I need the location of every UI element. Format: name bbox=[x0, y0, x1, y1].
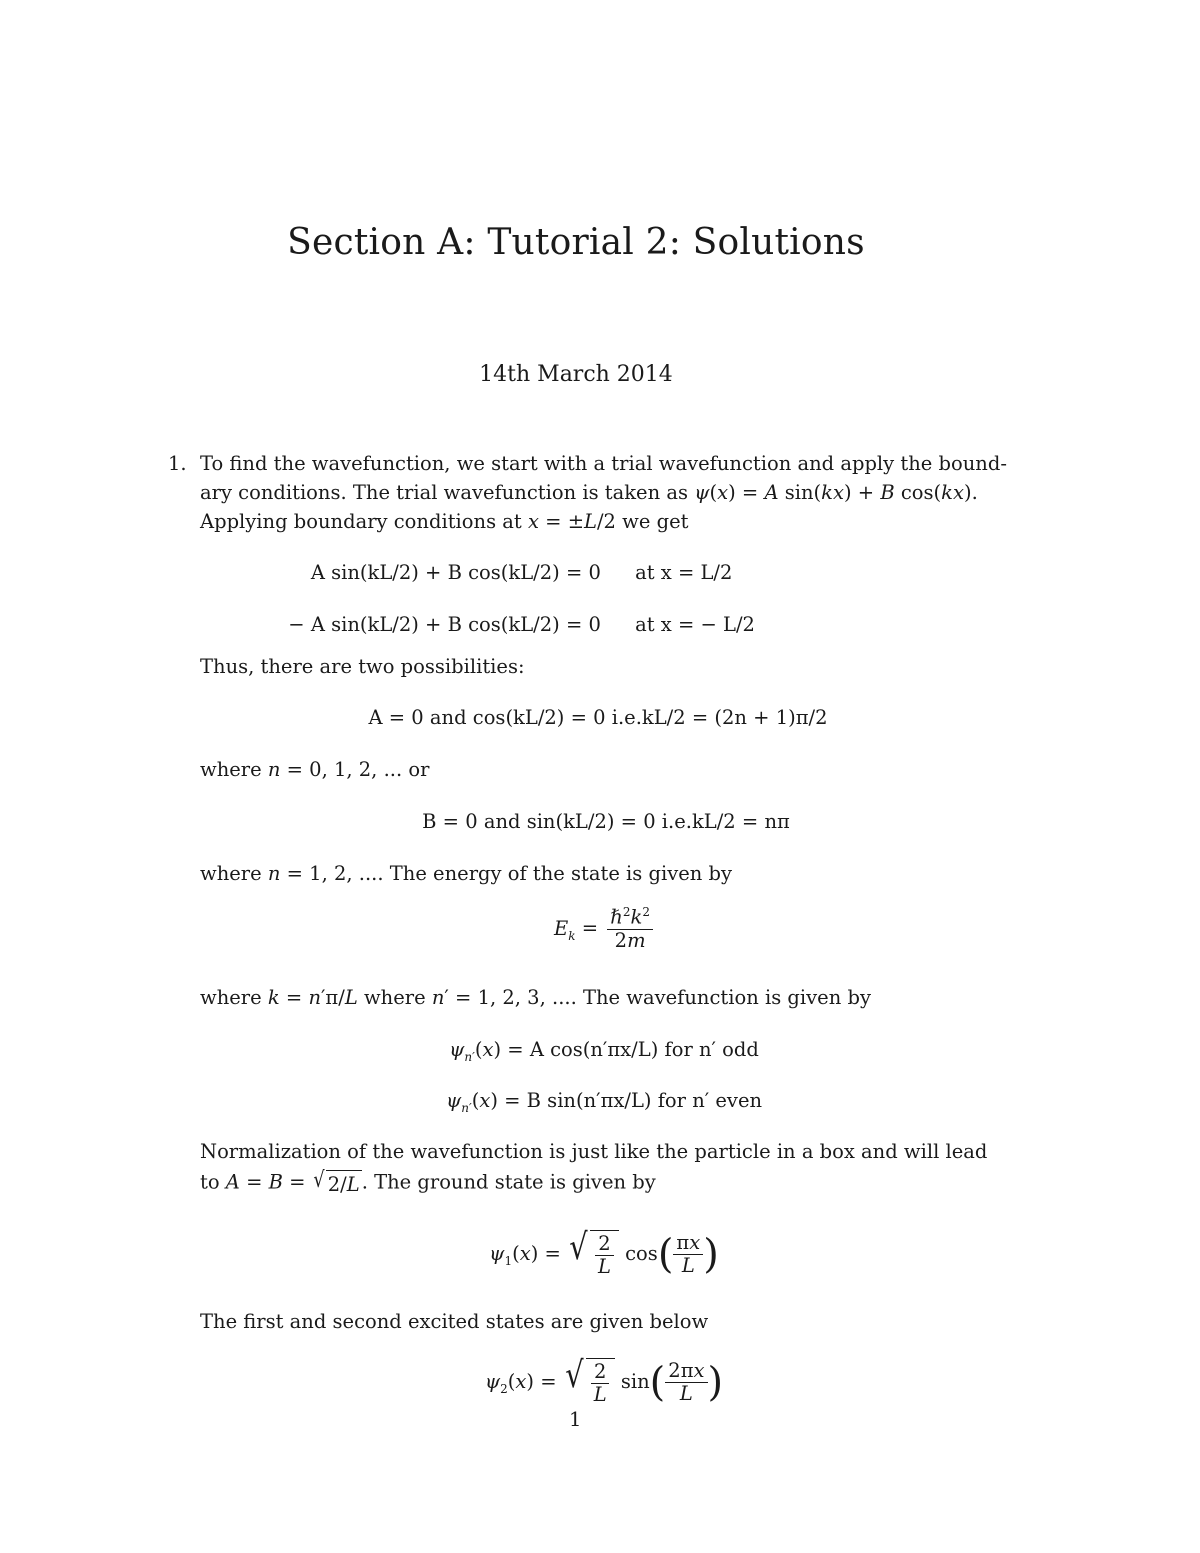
document-title: Section A: Tutorial 2: Solutions bbox=[287, 222, 865, 263]
paragraph-line bbox=[200, 481, 1020, 504]
text-span: Applying boundary conditions at bbox=[200, 510, 528, 533]
text-span: ary conditions. The trial wavefunction is taken as bbox=[200, 481, 695, 504]
paragraph-line: To find the wavefunction, we start with a trial wavefunction and apply the bound- bbox=[200, 452, 1007, 475]
equation-2 bbox=[0, 613, 1138, 636]
equation-1 bbox=[0, 561, 1138, 584]
item-number: 1. bbox=[168, 452, 187, 475]
paragraph-line bbox=[200, 510, 1020, 533]
paragraph-line: where k = n′π/L where n′ = 1, 2, 3, .... The wavefunction is given by bbox=[200, 986, 871, 1009]
psi-odd-equation: $\psi_{n'}(x) = A$ cos(n′πx/L) for n′ odd bbox=[449, 1038, 759, 1064]
equation-lhs: − A sin(kL/2) + B cos(kL/2) = 0 bbox=[288, 613, 601, 636]
equation-rhs: A cos(n′πx/L) for n′ odd bbox=[529, 1038, 759, 1061]
page-number: 1 bbox=[569, 1408, 582, 1431]
ground-state-equation: $\psi_1(x)$ = √ $\frac{2}{L}$ cos( $\frac{\pi x}{L}$ ) bbox=[489, 1227, 719, 1279]
text-span: where bbox=[200, 986, 268, 1009]
text-span: where bbox=[357, 986, 432, 1009]
text-span: where bbox=[200, 862, 268, 885]
paragraph-line: Normalization of the wavefunction is just like the particle in a box and will lead bbox=[200, 1140, 988, 1163]
first-excited-equation: $\psi_2(x)$ = √ $\frac{2}{L}$ sin( $\frac{2\pi x}{L}$ ) bbox=[484, 1355, 724, 1407]
equation-rhs: at x = − L/2 bbox=[635, 613, 755, 636]
text-span: we get bbox=[615, 510, 689, 533]
text-span: . The ground state is given by bbox=[361, 1170, 656, 1194]
document-date: 14th March 2014 bbox=[479, 362, 673, 387]
paragraph-line: to A = B = √ 2/L . The ground state is given by bbox=[200, 1168, 656, 1196]
text-span: = 1, 2, .... The energy of the state is given by bbox=[280, 862, 733, 885]
text-span: = 0, 1, 2, ... or bbox=[280, 758, 430, 781]
trial-wavefunction-math: ψ(x) = A sin(kx) + B cos(kx). bbox=[694, 481, 978, 504]
energy-equation: $E_k$ = $\frac{\hbar^2k^2}{2m}$ bbox=[5, 906, 1200, 952]
paragraph-line: Thus, there are two possibilities: bbox=[200, 655, 525, 678]
boundary-math: x = ±L/2 bbox=[527, 510, 616, 533]
sqrt-symbol: √ $\frac{2}{L}$ bbox=[567, 1230, 619, 1279]
text-span: = 1, 2, 3, .... The wavefunction is given by bbox=[448, 986, 871, 1009]
paragraph-line: where n = 0, 1, 2, ... or bbox=[200, 758, 430, 781]
paragraph-line: The first and second excited states are given below bbox=[200, 1310, 709, 1333]
energy-fraction: $\frac{\hbar^2k^2}{2m}$ bbox=[607, 906, 653, 952]
equation-4: B = 0 and sin(kL/2) = 0 i.e.kL/2 = nπ bbox=[422, 810, 790, 833]
equation-lhs: A sin(kL/2) + B cos(kL/2) = 0 bbox=[310, 561, 601, 584]
paragraph-line: where n = 1, 2, .... The energy of the state is given by bbox=[200, 862, 733, 885]
text-span: where bbox=[200, 758, 268, 781]
psi-even-equation: $\psi_{n'}(x) = B$ sin(n′πx/L) for n′ even bbox=[445, 1089, 763, 1115]
sqrt-symbol: √ 2/L bbox=[313, 1168, 360, 1196]
text-span: to bbox=[200, 1170, 226, 1194]
equation-rhs: at x = L/2 bbox=[635, 561, 733, 584]
sqrt-symbol: √ $\frac{2}{L}$ bbox=[563, 1358, 615, 1407]
equation-3: A = 0 and cos(kL/2) = 0 i.e.kL/2 = (2n + 1)π/2 bbox=[368, 706, 828, 729]
equation-rhs: B sin(n′πx/L) for n′ even bbox=[526, 1089, 763, 1112]
